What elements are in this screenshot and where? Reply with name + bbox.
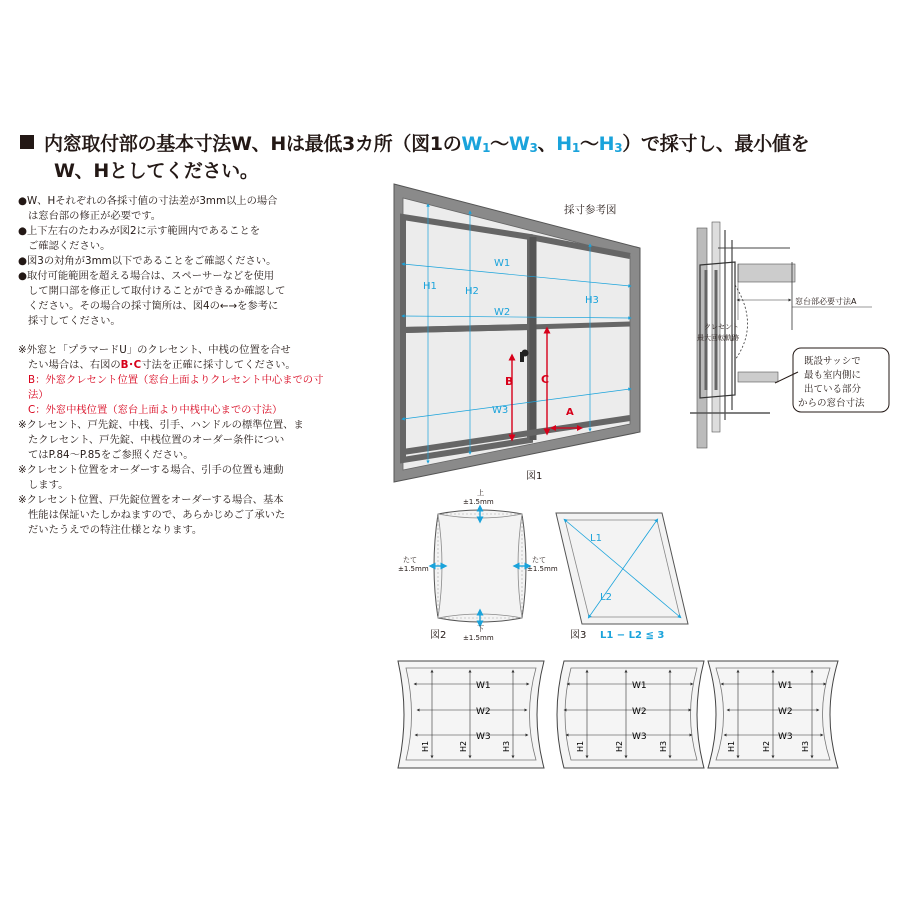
fig4b-w1: W1: [632, 681, 647, 691]
fig4c-w3: W3: [778, 732, 793, 742]
fig2-left-label: たて: [403, 556, 417, 564]
fig4a-w3: W3: [476, 732, 491, 742]
bc-highlight: B･C: [120, 359, 142, 371]
heading-line-1: 内窓取付部の基本寸法W、Hは最低3カ所（図1のW1〜W3、H1〜H3）で採寸し、最小値を: [20, 132, 895, 159]
fig2-right-value: ±1.5mm: [527, 565, 558, 573]
figure-3-caption: 図3: [570, 630, 587, 641]
fig4a-w2: W2: [476, 707, 491, 717]
required-dimension-label: 窓台部必要寸法A: [795, 297, 857, 306]
fig4c-h2: H2: [762, 740, 771, 752]
remark-1: ※外窓と「プラマードU」のクレセント、中桟の位置を合せ: [18, 344, 291, 356]
fig4a-h1: H1: [421, 740, 430, 752]
figure-3-formula: L1 − L2 ≦ 3: [600, 630, 665, 641]
figure-1-title: 採寸参考図: [564, 204, 617, 216]
fig2-bottom-label: 下: [477, 625, 484, 633]
fig2-left-value: ±1.5mm: [398, 565, 429, 573]
notes-block: ●W、Hそれぞれの各採寸値の寸法差が3mm以上の場合 は窓台部の修正が必要です。 ●上下左右のたわみが図2に示す範囲内であることを ご確認ください。 ●図3の対角が3mm以下であることをご確認ください。 ●取付可能範囲を超える場合は、スペーサーなどを使用 して開口部を修正して取付けることができるか確認して ください。その場合の採寸箇所は、図4の←→を参考に 採寸してください。 ※外窓と「プラマードU」のクレセント、中桟の位置を合せ たい場合は、右図のB･C寸法を正確に採寸してください。 B：外窓クレセント位置（窓台上面よりクレセント中心までの寸法） C：外窓中桟位置（窓台上面より中桟中心までの寸法） ※クレセント、戸先錠、中桟、引手、ハンドルの標準位置、ま たクレセント、戸先錠、中桟位置のオーダー条件につい てはP.84〜P.85をご参照ください。 ※クレセント位置をオーダーする場合、引手の位置も連動 します。 ※クレセント位置、戸先錠位置をオーダーする場合、基本 性能は保証いたしかねますので、あらかじめご了承いた だいたうえでの特注仕様となります。: [18, 194, 338, 538]
figure-2-caption: 図2: [430, 630, 447, 641]
fig2-top-value: ±1.5mm: [463, 498, 494, 506]
fig4a-h2: H2: [459, 740, 468, 752]
fig4b-h2: H2: [615, 740, 624, 752]
h-end: H3: [598, 133, 623, 155]
fig4c-h3: H3: [801, 740, 810, 752]
callout-line-3: 出ている部分: [804, 384, 862, 395]
figure-4-frame-c: [708, 661, 838, 768]
figure-4-frame-b: [557, 661, 704, 768]
label-h2: H2: [465, 286, 479, 297]
fig4b-w2: W2: [632, 707, 647, 717]
fig4a-h3: H3: [502, 740, 511, 752]
note-bullet-1: ●W、Hそれぞれの各採寸値の寸法差が3mm以上の場合: [18, 195, 278, 207]
label-l2: L2: [600, 592, 612, 603]
figure-3-diagonal: [556, 513, 688, 641]
fig2-top-label: 上: [477, 489, 484, 497]
w-end: W3: [508, 133, 538, 155]
section-detail: [690, 222, 889, 448]
fig2-right-label: たて: [532, 556, 546, 564]
fig4c-w2: W2: [778, 707, 793, 717]
fig4a-w1: W1: [476, 681, 491, 691]
note-bullet-2: ●上下左右のたわみが図2に示す範囲内であることを: [18, 225, 261, 237]
fig4b-h3: H3: [659, 740, 668, 752]
callout-line-1: 既設サッシで: [804, 356, 861, 367]
label-w3: W3: [492, 405, 509, 416]
callout-line-4: からの窓台寸法: [798, 398, 865, 409]
figure-2-deflection: [398, 488, 558, 642]
label-a: A: [566, 407, 574, 418]
figure-1-caption: 図1: [526, 471, 543, 482]
label-h1: H1: [423, 281, 437, 292]
figure-1-window: [394, 184, 640, 482]
crescent-label-1: クレセント: [704, 323, 739, 331]
label-l1: L1: [590, 533, 602, 544]
fig4b-w3: W3: [632, 732, 647, 742]
remark-b-definition: B：外窓クレセント位置（窓台上面よりクレセント中心までの寸法）: [28, 374, 324, 401]
fig4c-w1: W1: [778, 681, 793, 691]
heading-line-2: W、Hとしてください。: [54, 160, 259, 182]
callout-line-2: 最も室内側に: [804, 370, 862, 381]
remark-c-definition: C：外窓中桟位置（窓台上面より中桟中心までの寸法）: [28, 404, 283, 416]
h-start: H1: [556, 133, 580, 155]
note-bullet-4: ●取付可能範囲を超える場合は、スペーサーなどを使用: [18, 270, 275, 282]
label-w2: W2: [494, 307, 511, 318]
middle-rail-right: [530, 324, 630, 327]
remark-3: ※クレセント位置をオーダーする場合、引手の位置も連動: [18, 464, 284, 476]
remark-2: ※クレセント、戸先錠、中桟、引手、ハンドルの標準位置、ま: [18, 419, 304, 431]
fig4c-h1: H1: [727, 740, 736, 752]
label-h3: H3: [585, 295, 599, 306]
note-bullet-3: ●図3の対角が3mm以下であることをご確認ください。: [18, 255, 277, 267]
fig4b-h1: H1: [576, 740, 585, 752]
label-c: C: [541, 373, 550, 386]
crescent-label-2: 最大回転軌跡: [697, 334, 739, 342]
w-start: W1: [461, 133, 491, 155]
remark-4: ※クレセント位置、戸先錠位置をオーダーする場合、基本: [18, 494, 284, 506]
figure-4-frame-a: [398, 661, 544, 768]
label-w1: W1: [494, 258, 511, 269]
fig2-bottom-value: ±1.5mm: [463, 634, 494, 642]
label-b: B: [505, 375, 514, 388]
